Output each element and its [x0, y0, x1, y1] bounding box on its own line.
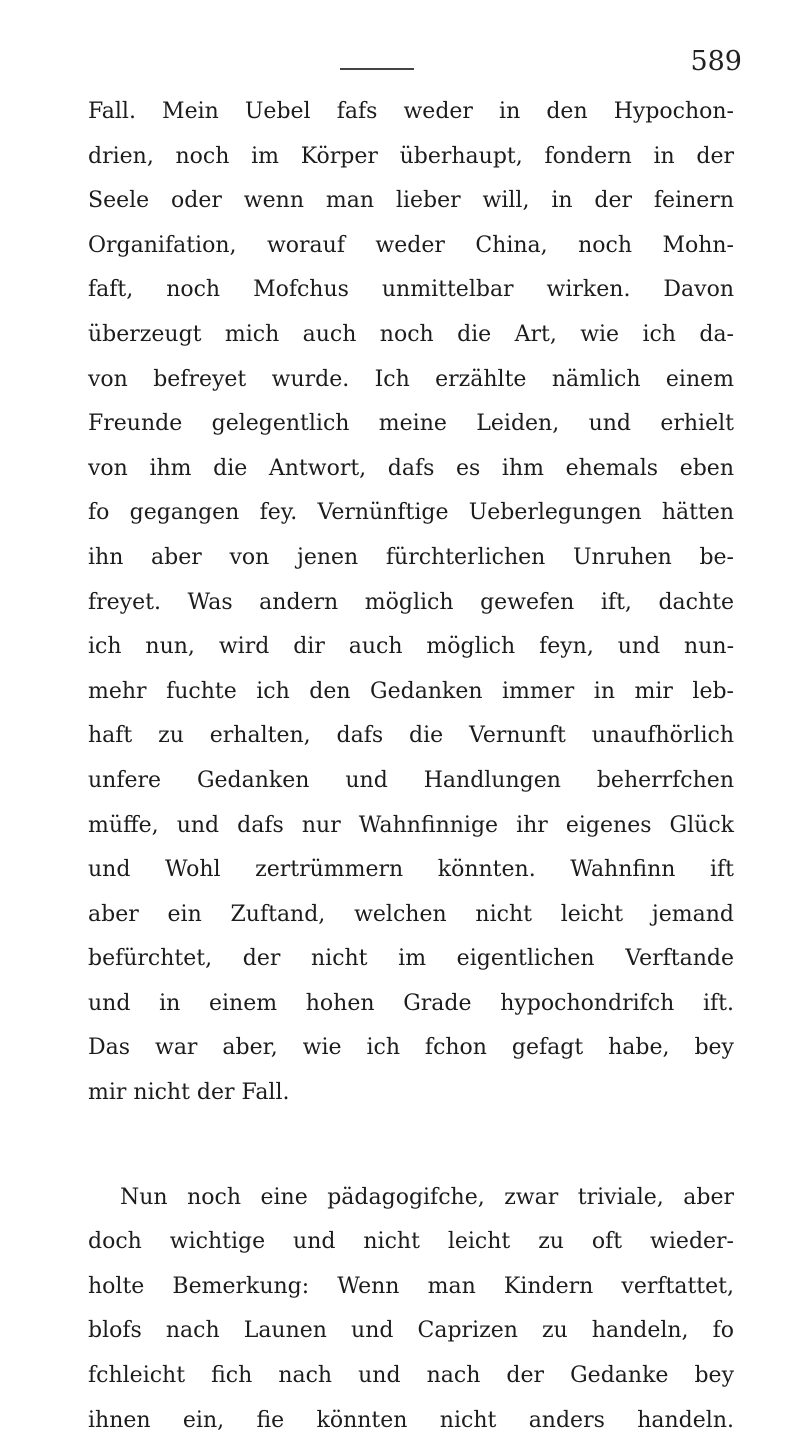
text-line: Organifation, worauf weder China, noch Mohn-	[88, 232, 734, 258]
text-line: mehr fuchte ich den Gedanken immer in mir leb-	[88, 678, 734, 704]
text-line: aber ein Zuftand, welchen nicht leicht jemand	[88, 901, 734, 927]
text-line: unfere Gedanken und Handlungen beherrfchen	[88, 767, 734, 793]
paragraph-2	[88, 1176, 734, 1443]
text-line: drien, noch im Körper überhaupt, fondern in der	[88, 143, 734, 169]
text-line: mir nicht der Fall.	[88, 1080, 290, 1106]
header-rule	[340, 68, 414, 70]
paragraph-gap	[88, 1116, 734, 1176]
paragraph-1	[88, 90, 734, 1116]
text-line: ihnen ein, fie könnten nicht anders handeln.	[88, 1407, 734, 1433]
page-header	[0, 22, 800, 82]
text-line: von ihm die Antwort, dafs es ihm ehemals eben	[88, 455, 734, 481]
text-line: haft zu erhalten, dafs die Vernunft unaufhörlich	[88, 723, 734, 749]
text-line: befürchtet, der nicht im eigentlichen Verftande	[88, 946, 734, 972]
text-line: faft, noch Mofchus unmittelbar wirken. Davon	[88, 277, 734, 303]
text-line: doch wichtige und nicht leicht zu oft wieder-	[88, 1229, 734, 1255]
text-line: überzeugt mich auch noch die Art, wie ich da-	[88, 321, 734, 347]
text-line: Freunde gelegentlich meine Leiden, und erhielt	[88, 411, 734, 437]
text-line: Nun noch eine pädagogifche, zwar triviale, aber	[120, 1184, 734, 1210]
text-line: und in einem hohen Grade hypochondrifch ift.	[88, 990, 734, 1016]
page-number: 589	[690, 46, 742, 77]
text-line: fchleicht fich nach und nach der Gedanke bey	[88, 1363, 734, 1389]
text-line: Das war aber, wie ich fchon gefagt habe, bey	[88, 1035, 734, 1061]
text-line: und Wohl zertrümmern könnten. Wahnfinn ift	[88, 857, 734, 883]
body-text	[88, 90, 734, 1443]
text-line: holte Bemerkung: Wenn man Kindern verftattet,	[88, 1273, 734, 1299]
text-line: ich nun, wird dir auch möglich feyn, und nun-	[88, 634, 734, 660]
text-line: Fall. Mein Uebel fafs weder in den Hypochon-	[88, 99, 734, 124]
text-line: ihn aber von jenen fürchterlichen Unruhen be-	[88, 544, 734, 570]
text-line: fo gegangen fey. Vernünftige Ueberlegungen hätten	[88, 500, 734, 526]
text-line: Seele oder wenn man lieber will, in der feinern	[88, 188, 734, 214]
text-line: blofs nach Launen und Caprizen zu handeln, fo	[88, 1318, 734, 1344]
text-line: von befreyet wurde. Ich erzählte nämlich einem	[88, 366, 734, 392]
text-line: müffe, und dafs nur Wahnfinnige ihr eigenes Glück	[88, 812, 734, 838]
text-line: freyet. Was andern möglich gewefen ift, dachte	[88, 589, 734, 615]
